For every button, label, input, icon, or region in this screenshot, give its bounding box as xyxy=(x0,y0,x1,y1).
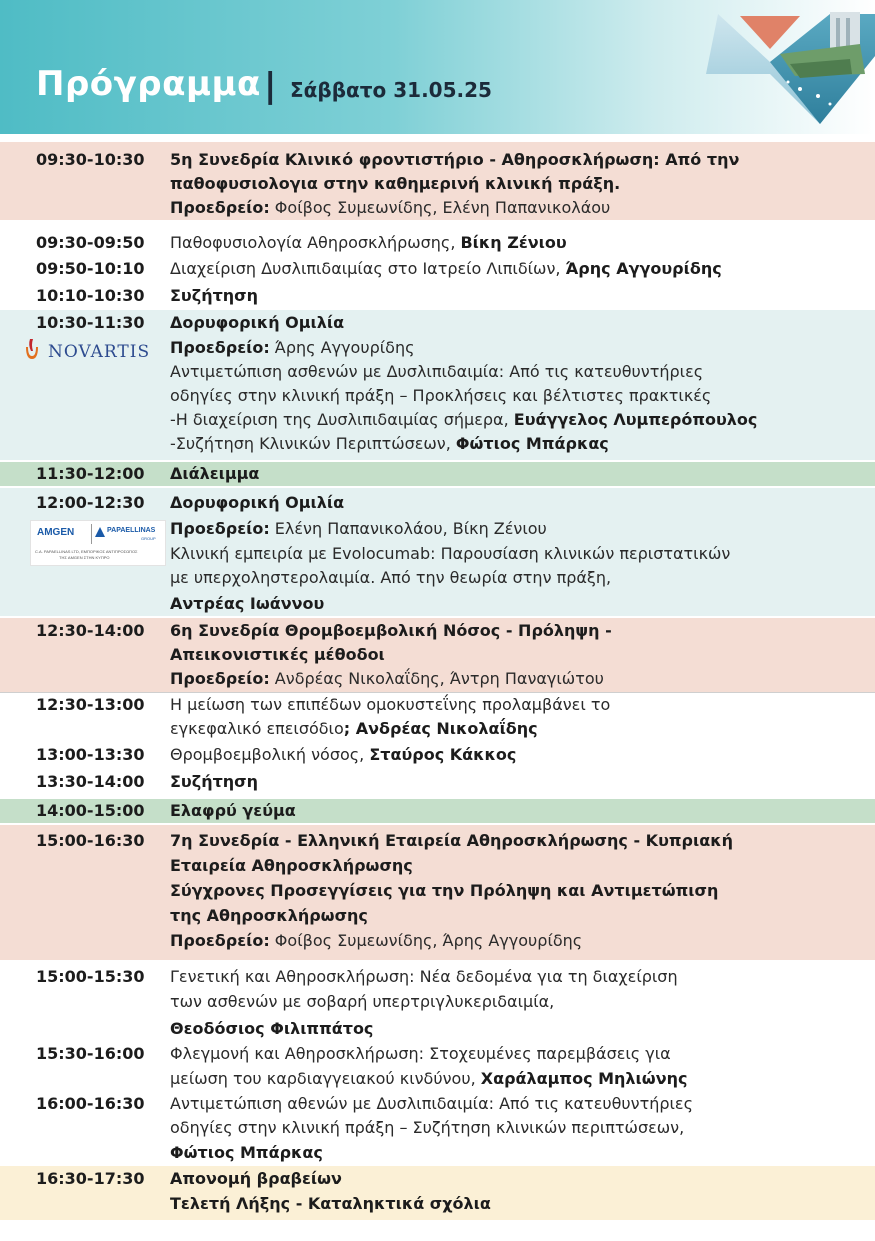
session-title-line: Εταιρεία Αθηροσκλήρωσης xyxy=(170,856,413,875)
session-title-line: 7η Συνεδρία - Ελληνική Εταιρεία Αθηροσκλήρωσης - Κυπριακή xyxy=(170,831,733,850)
amgen-wordmark: AMGEN xyxy=(37,527,75,538)
logo-caption: ΤΗΣ AMGEN ΣΤΗΝ ΚΥΠΡΟ xyxy=(59,555,110,560)
talk-line: Η μείωση των επιπέδων ομοκυστεΐνης προλαμβάνει το xyxy=(170,695,611,714)
talk-line: Κλινική εμπειρία με Evolocumab: Παρουσίαση κλινικών περιστατικών xyxy=(170,544,731,563)
talk-text: -Η διαχείριση της Δυσλιπιδαιμίας σήμερα, xyxy=(170,410,514,429)
discussion-label: Συζήτηση xyxy=(170,772,259,791)
page-title: Πρόγραμμα xyxy=(36,64,261,104)
break-block xyxy=(0,462,875,486)
logo-caption: C.A. PAPAELLINAS LTD, ΕΜΠΟΡΙΚΟΣ ΑΝΤΙΠΡΟΣΩΠΟΣ xyxy=(35,549,138,554)
session-title: Δορυφορική Ομιλία xyxy=(170,313,345,332)
page-header xyxy=(0,0,875,134)
chairs-names: Ανδρέας Νικολαΐδης, Άντρη Παναγιώτου xyxy=(269,669,604,688)
session-7-talks xyxy=(0,962,875,1166)
session-title-line: παθοφυσιολογια στην καθημερινή κλινική πράξη. xyxy=(170,174,621,193)
chairs-names: Φοίβος Συμεωνίδης, Ελένη Παπανικολάου xyxy=(269,198,611,217)
chairs-label: Προεδρείο: xyxy=(170,931,270,950)
talk-line: Φλεγμονή και Αθηροσκλήρωση: Στοχευμένες παρεμβάσεις για xyxy=(170,1044,671,1063)
lunch-label: Ελαφρύ γεύμα xyxy=(170,801,296,820)
talk-speaker: Βίκη Ζένιου xyxy=(460,233,567,252)
talk-line: οδηγίες στην κλινική πράξη – Προκλήσεις και βέλτιστες πρακτικές xyxy=(170,386,712,405)
closing-line: Τελετή Λήξης - Καταληκτικά σχόλια xyxy=(170,1194,491,1213)
talk-line: με υπερχοληστερολαιμία. Από την θεωρία στην πράξη, xyxy=(170,568,612,587)
closing-block xyxy=(0,1166,875,1220)
chairs-names: Φοίβος Συμεωνίδης, Άρης Αγγουρίδης xyxy=(269,931,583,950)
talk-title xyxy=(170,233,567,252)
session-5-block xyxy=(0,142,875,220)
talk-time: 15:00-15:30 xyxy=(36,967,145,986)
papaellinas-group: GROUP xyxy=(141,536,156,541)
session-time: 10:30-11:30 xyxy=(36,313,145,332)
closing-line: Απονομή βραβείων xyxy=(170,1169,342,1188)
talk-time: 13:30-14:00 xyxy=(36,772,145,791)
talk-line xyxy=(170,410,757,429)
session-chairs xyxy=(170,198,610,217)
logo-divider xyxy=(91,524,92,544)
session-chairs xyxy=(170,338,414,357)
session-chairs xyxy=(170,519,547,538)
talk-speaker: Ευάγγελος Λυμπερόπουλος xyxy=(513,410,758,429)
chairs-label: Προεδρείο: xyxy=(170,669,270,688)
closing-time: 16:30-17:30 xyxy=(36,1169,145,1188)
talk-line xyxy=(170,1069,687,1088)
talk-text: εγκεφαλικό επεισόδιο xyxy=(170,719,344,738)
session-6-block xyxy=(0,618,875,692)
session-5-talks xyxy=(0,230,875,310)
session-time: 12:00-12:30 xyxy=(36,493,145,512)
talk-speaker: Φώτιος Μπάρκας xyxy=(170,1143,323,1162)
talk-text: -Συζήτηση Κλινικών Περιπτώσεων, xyxy=(170,434,456,453)
session-7-block xyxy=(0,825,875,960)
talk-time: 10:10-10:30 xyxy=(36,286,145,305)
talk-line: Αντιμετώπιση αθενών με Δυσλιπιδαιμία: Από τις κατευθυντήριες xyxy=(170,1094,693,1113)
session-time: 15:00-16:30 xyxy=(36,831,145,850)
talk-line xyxy=(170,434,609,453)
session-title-line: της Αθηροσκλήρωσης xyxy=(170,906,368,925)
novartis-flame-icon xyxy=(22,337,42,361)
session-chairs xyxy=(170,931,582,950)
papaellinas-triangle-icon xyxy=(95,527,105,537)
talk-line xyxy=(170,745,516,764)
session-chairs xyxy=(170,669,604,688)
talk-time: 15:30-16:00 xyxy=(36,1044,145,1063)
talk-time: 16:00-16:30 xyxy=(36,1094,145,1113)
talk-text: Διαχείριση Δυσλιπιδαιμίας στο Ιατρείο Λιπιδίων, xyxy=(170,259,566,278)
session-time: 12:30-14:00 xyxy=(36,621,145,640)
page-date: Σάββατο 31.05.25 xyxy=(290,78,492,102)
session-title-line: Απεικονιστικές μέθοδοι xyxy=(170,645,385,664)
talk-line: οδηγίες στην κλινική πράξη – Συζήτηση κλινικών περιπτώσεων, xyxy=(170,1118,685,1137)
talk-time: 13:00-13:30 xyxy=(36,745,145,764)
talk-speaker: Χαράλαμπος Μηλιώνης xyxy=(480,1069,688,1088)
session-time: 09:30-10:30 xyxy=(36,150,145,169)
row-divider xyxy=(0,692,875,693)
talk-speaker: Φώτιος Μπάρκας xyxy=(455,434,609,453)
session-title-line: Σύγχρονες Προσεγγίσεις για την Πρόληψη και Αντιμετώπιση xyxy=(170,881,719,900)
talk-line: Αντιμετώπιση ασθενών με Δυσλιπιδαιμία: Από τις κατευθυντήριες xyxy=(170,362,704,381)
talk-text: Παθοφυσιολογία Αθηροσκλήρωσης, xyxy=(170,233,461,252)
talk-title xyxy=(170,259,722,278)
session-title-line: 6η Συνεδρία Θρομβοεμβολική Νόσος - Πρόληψη - xyxy=(170,621,612,640)
chairs-names: Ελένη Παπανικολάου, Βίκη Ζένιου xyxy=(269,519,547,538)
talk-speaker: ; Ανδρέας Νικολαΐδης xyxy=(343,719,538,738)
chairs-names: Άρης Αγγουρίδης xyxy=(269,338,415,357)
talk-text: μείωση του καρδιαγγειακού κινδύνου, xyxy=(170,1069,481,1088)
talk-time: 12:30-13:00 xyxy=(36,695,145,714)
talk-line: των ασθενών με σοβαρή υπερτριγλυκεριδαιμία, xyxy=(170,992,555,1011)
session-title: Δορυφορική Ομιλία xyxy=(170,493,345,512)
talk-speaker: Θεοδόσιος Φιλιππάτος xyxy=(170,1019,374,1038)
chairs-label: Προεδρείο: xyxy=(170,338,270,357)
title-separator: | xyxy=(264,66,277,106)
session-title-line: 5η Συνεδρία Κλινικό φροντιστήριο - Αθηροσκλήρωση: Από την xyxy=(170,150,740,169)
break-label: Διάλειμμα xyxy=(170,464,260,483)
papaellinas-wordmark: PAPAELLINAS xyxy=(107,527,156,534)
chairs-label: Προεδρείο: xyxy=(170,519,270,538)
talk-speaker: Σταύρος Κάκκος xyxy=(369,745,517,764)
lunch-block xyxy=(0,799,875,823)
novartis-wordmark: NOVARTIS xyxy=(48,342,151,362)
lunch-time: 14:00-15:00 xyxy=(36,801,145,820)
break-time: 11:30-12:00 xyxy=(36,464,145,483)
talk-time: 09:50-10:10 xyxy=(36,259,145,278)
coastal-resort-photo xyxy=(700,4,875,134)
satellite-talk-1-block xyxy=(0,310,875,460)
talk-line xyxy=(170,719,538,738)
amgen-papaellinas-logo xyxy=(30,520,166,566)
talk-speaker: Άρης Αγγουρίδης xyxy=(565,259,722,278)
talk-time: 09:30-09:50 xyxy=(36,233,145,252)
session-6-talks xyxy=(0,692,875,796)
talk-speaker: Αντρέας Ιωάννου xyxy=(170,594,325,613)
talk-text: Θρομβοεμβολική νόσος, xyxy=(170,745,370,764)
talk-line: Γενετική και Αθηροσκλήρωση: Νέα δεδομένα για τη διαχείριση xyxy=(170,967,678,986)
chairs-label: Προεδρείο: xyxy=(170,198,270,217)
discussion-label: Συζήτηση xyxy=(170,286,259,305)
